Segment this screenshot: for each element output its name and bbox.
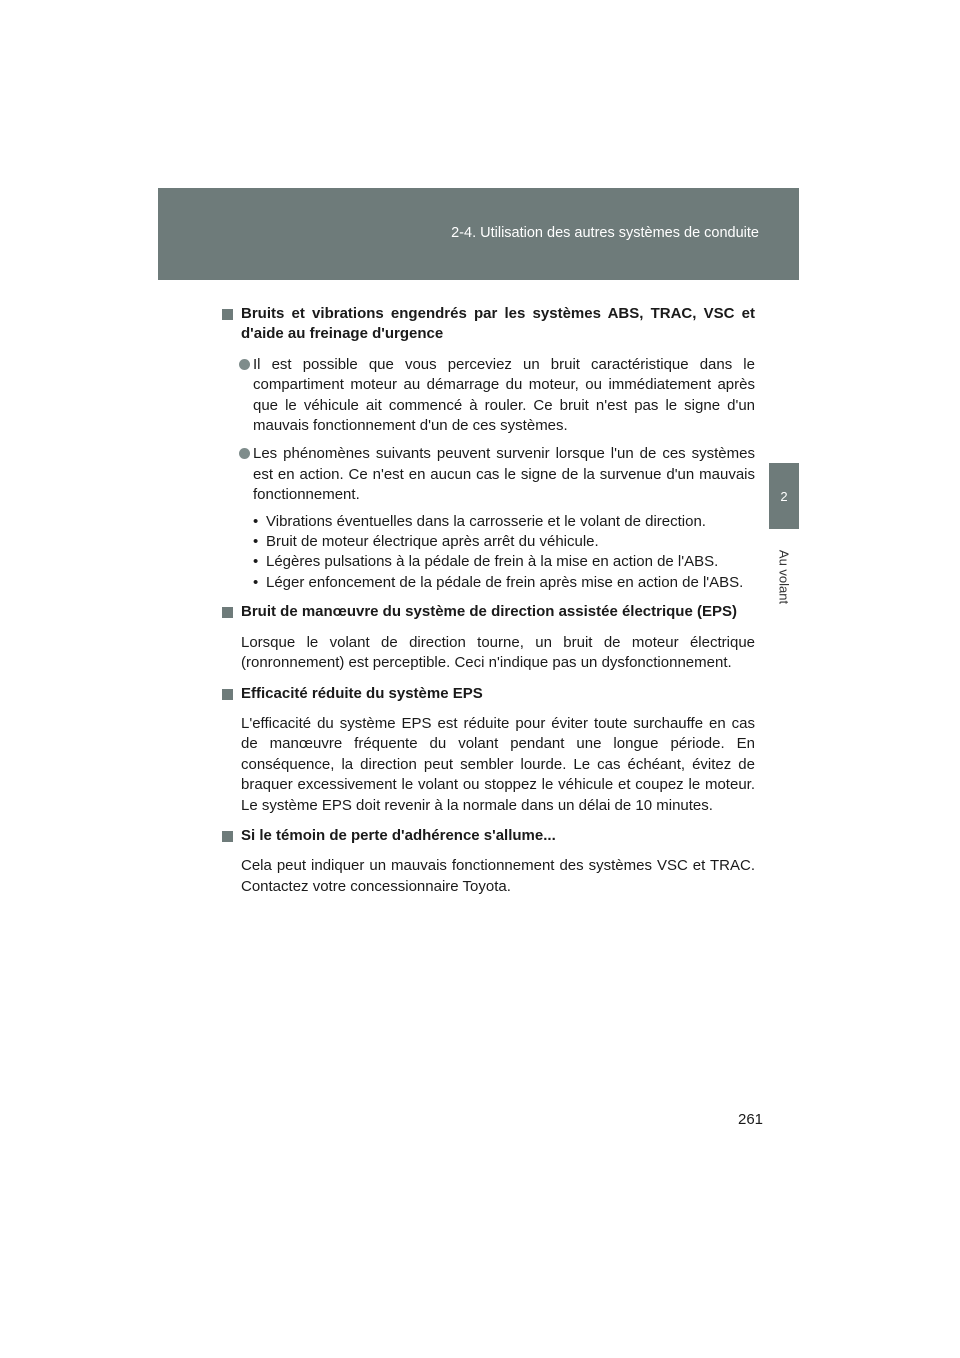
chapter-side-label: Au volant <box>776 549 792 605</box>
square-bullet-icon <box>222 689 233 700</box>
sub-list-text: Vibrations éventuelles dans la carrosserie et le volant de direction. <box>266 512 706 530</box>
bullet-text: Il est possible que vous perceviez un bruit caractéristique dans le compartiment moteur au démarrage du moteur, ou immédiatement après que le véhicule ait commencé à rouler. Ce bruit n'est pas le signe d'un mauvais fonctionnement d'un de ces systèmes. <box>253 355 755 435</box>
sub-list-item <box>222 532 755 552</box>
section-heading-eps-noise <box>222 602 755 622</box>
section-heading-slip-indicator <box>222 826 755 846</box>
chapter-number: 2 <box>780 489 788 504</box>
section-paragraph: L'efficacité du système EPS est réduite pour éviter toute surchauffe en cas de manœuvre fréquente du volant pendant une longue période. En conséquence, la direction peut sembler lourde. Le cas échéant, évitez de braquer excessivement le volant ou stoppez le véhicule et coupez le moteur. Le système EPS doit revenir à la normale dans un délai de 10 minutes. <box>241 714 755 814</box>
chapter-title: 2-4. Utilisation des autres systèmes de conduite <box>451 225 759 241</box>
sub-list-item <box>222 552 755 572</box>
section-heading-abs-noise <box>222 304 755 345</box>
section-heading-text: Bruit de manœuvre du système de direction assistée électrique (EPS) <box>241 603 737 621</box>
square-bullet-icon <box>222 831 233 842</box>
section-paragraph: Lorsque le volant de direction tourne, un bruit de moteur électrique (ronronnement) est perceptible. Ceci n'indique pas un dysfonctionnement. <box>241 633 755 672</box>
circle-bullet-icon <box>239 448 250 459</box>
page-content <box>222 304 755 907</box>
dot-bullet-icon: • <box>253 573 259 591</box>
section-heading-eps-efficiency <box>222 684 755 704</box>
sub-list-item <box>222 512 755 532</box>
sub-list-text: Légères pulsations à la pédale de frein à la mise en action de l'ABS. <box>266 553 719 571</box>
chapter-side-tab <box>769 463 799 529</box>
sub-list-text: Léger enfoncement de la pédale de frein après mise en action de l'ABS. <box>266 573 744 591</box>
section-paragraph: Cela peut indiquer un mauvais fonctionnement des systèmes VSC et TRAC. Contactez votre concessionnaire Toyota. <box>241 857 755 895</box>
spacer <box>222 593 755 602</box>
section-heading-text: Bruits et vibrations engendrés par les systèmes ABS, TRAC, VSC et d'aide au freinage d'urgence <box>241 305 755 343</box>
dot-bullet-icon: • <box>253 553 259 571</box>
dot-bullet-icon: • <box>253 533 259 551</box>
page-number: 261 <box>738 1111 764 1128</box>
dot-bullet-icon: • <box>253 512 259 530</box>
chapter-side-label-box <box>768 545 800 609</box>
sub-list-text: Bruit de moteur électrique après arrêt du véhicule. <box>266 533 599 551</box>
square-bullet-icon <box>222 309 233 320</box>
chapter-header <box>158 188 799 280</box>
section-heading-text: Si le témoin de perte d'adhérence s'allume... <box>241 826 556 844</box>
bullet-item <box>222 355 755 437</box>
circle-bullet-icon <box>239 359 250 370</box>
square-bullet-icon <box>222 607 233 618</box>
bullet-text: Les phénomènes suivants peuvent survenir lorsque l'un de ces systèmes est en action. Ce n'est en aucun cas le signe de la survenue d'un mauvais fonctionnement. <box>253 445 755 504</box>
section-heading-text: Efficacité réduite du système EPS <box>241 684 483 702</box>
sub-list-item <box>222 573 755 593</box>
bullet-item <box>222 444 755 505</box>
